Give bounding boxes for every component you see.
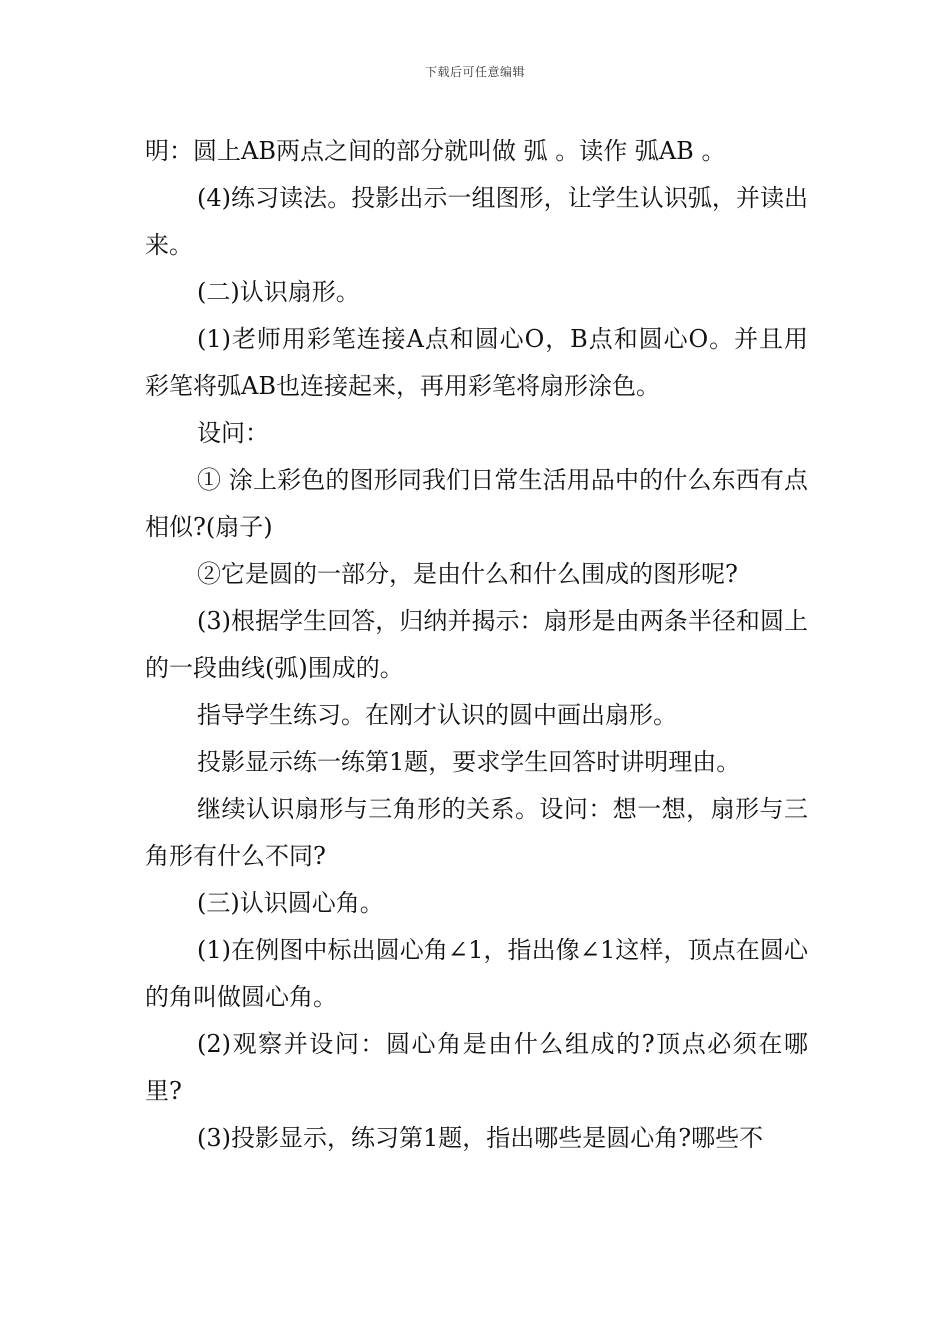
paragraph: 指导学生练习。在刚才认识的圆中画出扇形。 [197,701,677,729]
paragraph: 投影显示练一练第1题，要求学生回答时讲明理由。 [197,748,741,776]
paragraph: (3)根据学生回答，归纳并揭示：扇形是由两条半径和圆上的一段曲线(弧)围成的。 [145,607,808,682]
paragraph: (1)老师用彩笔连接A点和圆心O，B点和圆心O。并且用彩笔将弧AB也连接起来，再用彩笔将扇形涂色。 [145,325,808,400]
section-heading: (三)认识圆心角。 [197,889,384,917]
paragraph: (2)观察并设问：圆心角是由什么组成的?顶点必须在哪里? [145,1030,808,1105]
paragraph: (1)在例图中标出圆心角∠1，指出像∠1这样，顶点在圆心的角叫做圆心角。 [145,936,808,1011]
paragraph: 继续认识扇形与三角形的关系。设问：想一想，扇形与三角形有什么不同? [145,795,808,870]
paragraph: 设问： [197,419,269,447]
section-heading: (二)认识扇形。 [197,278,360,306]
paragraph: (4)练习读法。投影出示一组图形，让学生认识弧，并读出来。 [145,184,808,259]
paragraph: (3)投影显示，练习第1题，指出哪些是圆心角?哪些不 [197,1124,764,1152]
paragraph: ① 涂上彩色的图形同我们日常生活用品中的什么东西有点相似?(扇子) [145,466,808,541]
paragraph-continuation: 明：圆上AB两点之间的部分就叫做 弧 。读作 弧AB 。 [145,137,726,165]
page-header: 下载后可任意编辑 [424,65,525,79]
paragraph: ②它是圆的一部分，是由什么和什么围成的图形呢? [197,560,738,588]
document-body [145,128,808,1162]
